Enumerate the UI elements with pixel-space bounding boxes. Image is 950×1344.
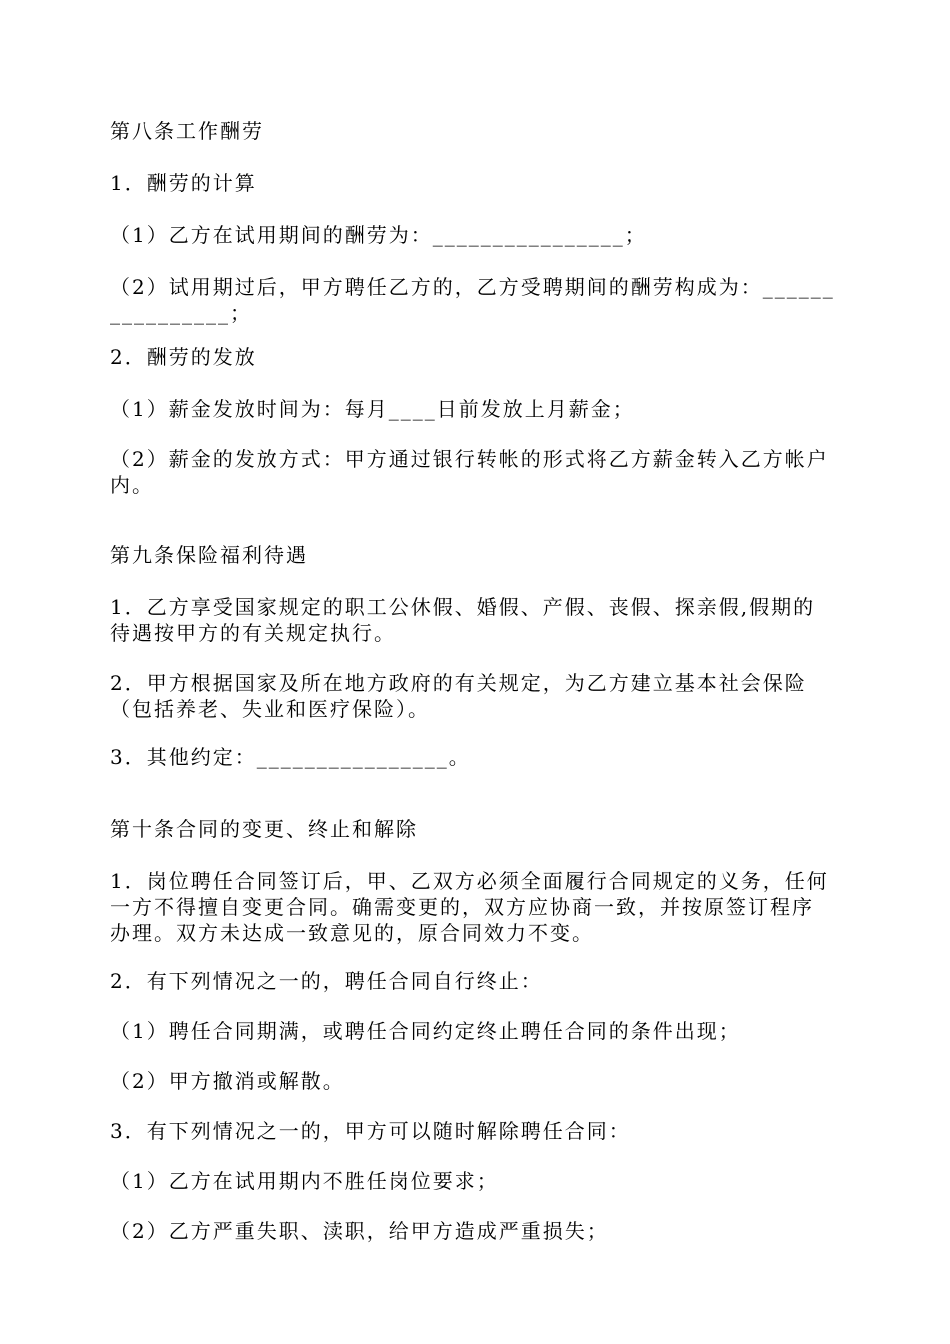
article-9-heading: 第九条保险福利待遇 <box>110 543 308 567</box>
paragraph: 一方不得擅自变更合同。确需变更的，双方应协商一致，并按原签订程序 <box>110 895 814 919</box>
paragraph: 3．其他约定：________________。 <box>110 745 471 769</box>
paragraph: （1）乙方在试用期间的酬劳为：________________； <box>110 223 647 247</box>
paragraph: （1）乙方在试用期内不胜任岗位要求； <box>110 1169 499 1193</box>
paragraph: 3．有下列情况之一的，甲方可以随时解除聘任合同： <box>110 1119 631 1143</box>
paragraph: 2．甲方根据国家及所在地方政府的有关规定，为乙方建立基本社会保险 <box>110 671 807 695</box>
paragraph: （2）乙方严重失职、渎职，给甲方造成严重损失； <box>110 1219 609 1243</box>
paragraph: （2）试用期过后，甲方聘任乙方的，乙方受聘期间的酬劳构成为：______ <box>110 275 835 299</box>
paragraph: 待遇按甲方的有关规定执行。 <box>110 621 396 645</box>
paragraph: （2）甲方撤消或解散。 <box>110 1069 345 1093</box>
paragraph: 2．酬劳的发放 <box>110 345 257 369</box>
paragraph: 2．有下列情况之一的，聘任合同自行终止： <box>110 969 543 993</box>
paragraph: （1）薪金发放时间为：每月____日前发放上月薪金； <box>110 397 635 421</box>
paragraph: 内。 <box>110 473 154 497</box>
article-8-heading: 第八条工作酬劳 <box>110 119 264 143</box>
paragraph: （包括养老、失业和医疗保险）。 <box>110 697 430 721</box>
paragraph: 1．岗位聘任合同签订后，甲、乙双方必须全面履行合同规定的义务，任何 <box>110 869 829 893</box>
paragraph: （1）聘任合同期满，或聘任合同约定终止聘任合同的条件出现； <box>110 1019 741 1043</box>
paragraph: __________； <box>110 301 252 325</box>
article-10-heading: 第十条合同的变更、终止和解除 <box>110 817 418 841</box>
paragraph: 1．酬劳的计算 <box>110 171 257 195</box>
paragraph: 办理。双方未达成一致意见的，原合同效力不变。 <box>110 921 594 945</box>
paragraph: （2）薪金的发放方式：甲方通过银行转帐的形式将乙方薪金转入乙方帐户 <box>110 447 829 471</box>
paragraph: 1．乙方享受国家规定的职工公休假、婚假、产假、丧假、探亲假,假期的 <box>110 595 816 619</box>
